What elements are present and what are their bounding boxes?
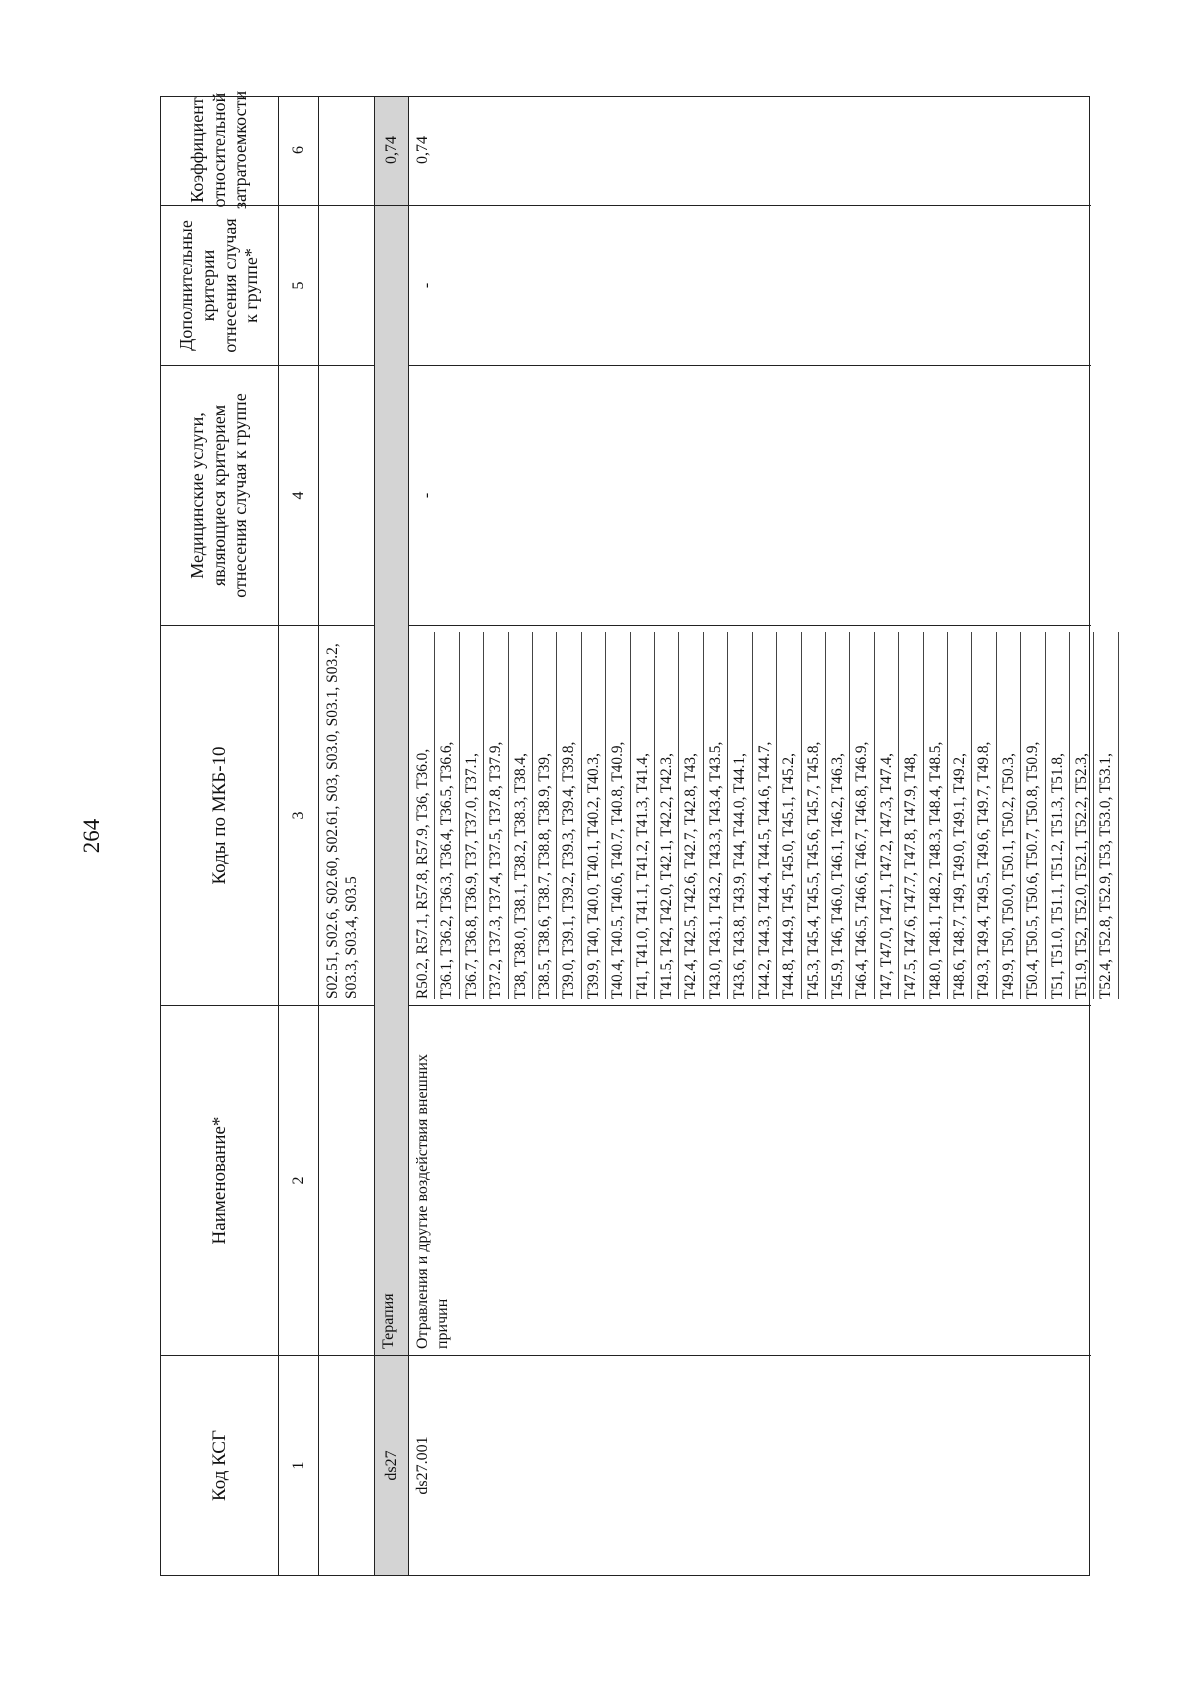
profile-name: Терапия <box>375 205 408 1355</box>
continuation-icd-codes: S02.51, S02.6, S02.60, S02.61, S03, S03.0, S03.1, S03.2, S03.3, S03.4, S03.5 <box>319 625 374 1005</box>
continuation-row <box>319 97 375 1575</box>
icd-line: T36.1, T36.2, T36.3, T36.4, T36.5, T36.6, <box>435 632 459 999</box>
header-services: Медицинские услуги, являющиеся критерием отнесения случая к группе <box>161 365 278 625</box>
icd-line: T39.9, T40, T40.0, T40.1, T40.2, T40.3, <box>582 632 606 999</box>
icd-line: T39.0, T39.1, T39.2, T39.3, T39.4, T39.8, <box>557 632 581 999</box>
icd-line: T40.4, T40.5, T40.6, T40.7, T40.8, T40.9, <box>606 632 630 999</box>
icd-line: T37.2, T37.3, T37.4, T37.5, T37.8, T37.9, <box>484 632 508 999</box>
column-number-row <box>279 97 319 1575</box>
coefficient-value: 0,74 <box>414 136 431 164</box>
column-number-1: 1 <box>279 1355 318 1575</box>
icd-line: T43.6, T43.8, T43.9, T44, T44.0, T44.1, <box>728 632 752 999</box>
icd-line: T51.9, T52, T52.0, T52.1, T52.2, T52.3, <box>1070 632 1094 999</box>
icd-line: T46.4, T46.5, T46.6, T46.7, T46.8, T46.9, <box>850 632 874 999</box>
icd-line: T43.0, T43.1, T43.2, T43.3, T43.4, T43.5, <box>704 632 728 999</box>
header-icd-codes: Коды по МКБ-10 <box>161 625 278 1005</box>
icd-line: T48.6, T48.7, T49, T49.0, T49.1, T49.2, <box>948 632 972 999</box>
icd-line: T45.3, T45.4, T45.5, T45.6, T45.7, T45.8, <box>802 632 826 999</box>
header-name: Наименование* <box>161 1005 278 1355</box>
icd-line: T38.5, T38.6, T38.7, T38.8, T38.9, T39, <box>533 632 557 999</box>
ksg-code: ds27.001 <box>409 1355 1091 1575</box>
icd-code-list <box>409 625 1115 1005</box>
column-number-6: 6 <box>289 146 307 154</box>
ksg-name: Отравления и другие воздействия внешних причин <box>409 1005 1091 1355</box>
icd-line: T45.9, T46, T46.0, T46.1, T46.2, T46.3, <box>826 632 850 999</box>
icd-line: T38, T38.0, T38.1, T38.2, T38.3, T38.4, <box>509 632 533 999</box>
profile-coefficient: 0,74 <box>382 136 400 164</box>
continuation-name <box>319 1005 374 1355</box>
icd-line: T41, T41.0, T41.1, T41.2, T41.3, T41.4, <box>631 632 655 999</box>
services-value: - <box>409 365 1091 625</box>
icd-line: T36.7, T36.8, T36.9, T37, T37.0, T37.1, <box>460 632 484 999</box>
continuation-criteria <box>319 205 374 365</box>
icd-line: T50.4, T50.5, T50.6, T50.7, T50.8, T50.9, <box>1021 632 1045 999</box>
icd-line: T41.5, T42, T42.0, T42.1, T42.2, T42.3, <box>655 632 679 999</box>
page-number: 264 <box>79 818 104 854</box>
continuation-code <box>319 1355 374 1575</box>
icd-line: T51, T51.0, T51.1, T51.2, T51.3, T51.8, <box>1046 632 1070 999</box>
icd-line: T44.2, T44.3, T44.4, T44.5, T44.6, T44.7, <box>753 632 777 999</box>
header-ksg-code: Код КСГ <box>161 1355 278 1575</box>
rotated-table-area <box>160 90 1115 1576</box>
column-number-4: 4 <box>279 365 318 625</box>
icd-line: T49.9, T50, T50.0, T50.1, T50.2, T50.3, <box>997 632 1021 999</box>
ksg-table <box>160 90 1115 1576</box>
header-coefficient: Коэффициент относительной затратоемкости <box>186 90 251 210</box>
continuation-coefficient <box>319 95 374 205</box>
table-header-row <box>161 90 279 1575</box>
column-number-5: 5 <box>279 205 318 365</box>
header-criteria: Дополнительные критерии отнесения случая к группе* <box>161 205 278 365</box>
icd-line: T42.4, T42.5, T42.6, T42.7, T42.8, T43, <box>679 632 703 999</box>
icd-line: T44.8, T44.9, T45, T45.0, T45.1, T45.2, <box>777 632 801 999</box>
icd-line: T47.5, T47.6, T47.7, T47.8, T47.9, T48, <box>899 632 923 999</box>
icd-line: T52.4, T52.8, T52.9, T53, T53.0, T53.1, <box>1094 632 1118 999</box>
ksg-row-ds27-001 <box>409 97 1115 1575</box>
icd-line: T49.3, T49.4, T49.5, T49.6, T49.7, T49.8, <box>972 632 996 999</box>
icd-line: T48.0, T48.1, T48.2, T48.3, T48.4, T48.5, <box>924 632 948 999</box>
criteria-value: - <box>409 205 1091 365</box>
column-number-2: 2 <box>279 1005 318 1355</box>
column-number-3: 3 <box>279 625 318 1005</box>
profile-row <box>375 97 409 1575</box>
continuation-services <box>319 365 374 625</box>
profile-code: ds27 <box>375 1355 408 1575</box>
icd-line: T47, T47.0, T47.1, T47.2, T47.3, T47.4, <box>875 632 899 999</box>
icd-line: R50.2, R57.1, R57.8, R57.9, T36, T36.0, <box>411 632 435 999</box>
